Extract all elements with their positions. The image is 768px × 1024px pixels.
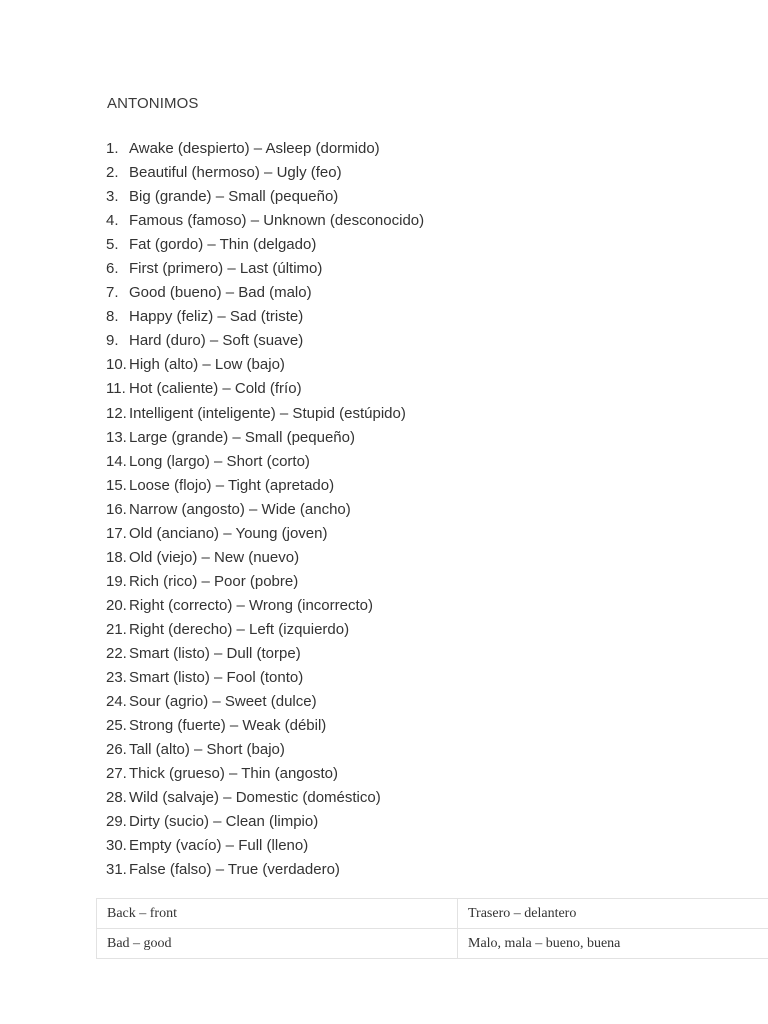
list-item-text: Happy (feliz) – Sad (triste) (129, 308, 304, 326)
list-item-number: 25. (106, 717, 127, 735)
list-item-number: 9. (106, 332, 119, 350)
list-item (106, 426, 424, 450)
list-item (106, 353, 424, 377)
list-item-number: 17. (106, 524, 127, 542)
list-item-text: Thick (grueso) – Thin (angosto) (129, 765, 338, 783)
list-item (106, 209, 424, 233)
antonyms-list (106, 137, 424, 882)
list-item-text: Long (largo) – Short (corto) (129, 452, 310, 470)
list-item-text: High (alto) – Low (bajo) (129, 356, 285, 374)
vocabulary-table (96, 898, 768, 959)
list-item-text: Beautiful (hermoso) – Ugly (feo) (129, 164, 342, 182)
list-item-number: 8. (106, 308, 119, 326)
list-item-text: Hot (caliente) – Cold (frío) (129, 380, 302, 398)
list-item-number: 11. (106, 380, 126, 398)
list-item-number: 1. (106, 140, 119, 157)
list-item-text: Loose (flojo) – Tight (apretado) (129, 476, 335, 494)
list-item (106, 762, 424, 786)
list-item-number: 14. (106, 452, 127, 470)
list-item (106, 450, 424, 474)
list-item (106, 281, 424, 305)
list-item (106, 810, 424, 834)
list-item (106, 137, 424, 161)
list-item-number: 23. (106, 669, 127, 687)
list-item-text: Wild (salvaje) – Domestic (doméstico) (129, 789, 381, 807)
list-item-number: 4. (106, 212, 119, 230)
list-item-text: First (primero) – Last (último) (129, 260, 323, 278)
table-cell-spanish: Trasero – delantero (458, 899, 768, 929)
list-item (106, 474, 424, 498)
list-item-number: 6. (106, 260, 119, 278)
list-item-number: 27. (106, 765, 127, 783)
list-item-text: Good (bueno) – Bad (malo) (129, 284, 312, 302)
list-item-text: Smart (listo) – Fool (tonto) (129, 669, 304, 687)
list-item-text: Big (grande) – Small (pequeño) (129, 188, 339, 206)
list-item (106, 786, 424, 810)
list-item (106, 305, 424, 329)
list-item-number: 28. (106, 789, 127, 807)
list-item-text: Famous (famoso) – Unknown (desconocido) (129, 212, 425, 230)
list-item (106, 377, 424, 401)
list-item-text: Smart (listo) – Dull (torpe) (129, 644, 301, 662)
list-item-number: 10. (106, 356, 127, 374)
list-item (106, 546, 424, 570)
list-item-number: 18. (106, 548, 127, 566)
list-item (106, 570, 424, 594)
list-item-text: Narrow (angosto) – Wide (ancho) (129, 500, 351, 518)
table-cell-spanish: Malo, mala – bueno, buena (458, 929, 768, 959)
list-item-text: Right (derecho) – Left (izquierdo) (129, 620, 350, 638)
list-item (106, 858, 424, 882)
list-item-number: 13. (106, 428, 127, 446)
list-item-number: 20. (106, 596, 127, 614)
list-item-text: Right (correcto) – Wrong (incorrecto) (129, 596, 373, 614)
list-item (106, 594, 424, 618)
list-item-text: Sour (agrio) – Sweet (dulce) (129, 693, 317, 711)
list-item-text: Tall (alto) – Short (bajo) (129, 741, 285, 759)
list-item-text: Rich (rico) – Poor (pobre) (129, 572, 299, 590)
list-item-number: 21. (106, 620, 127, 638)
list-item (106, 233, 424, 257)
list-item (106, 257, 424, 281)
list-item-number: 19. (106, 572, 127, 590)
list-item-text: Strong (fuerte) – Weak (débil) (129, 717, 327, 735)
list-item (106, 834, 424, 858)
list-item (106, 185, 424, 209)
list-item-text: Old (anciano) – Young (joven) (129, 524, 328, 542)
list-item-number: 29. (106, 813, 127, 831)
list-item (106, 618, 424, 642)
page-title: ANTONIMOS (107, 95, 199, 112)
list-item-text: Large (grande) – Small (pequeño) (129, 428, 355, 446)
list-item-number: 12. (106, 404, 127, 422)
list-item (106, 161, 424, 185)
table-cell-english: Bad – good (97, 929, 458, 959)
list-item-text: Hard (duro) – Soft (suave) (129, 332, 304, 350)
list-item-number: 31. (106, 861, 127, 879)
table-cell-english: Back – front (97, 899, 458, 929)
list-item-number: 5. (106, 236, 119, 254)
list-item-number: 7. (106, 284, 119, 302)
list-item (106, 402, 424, 426)
list-item (106, 738, 424, 762)
list-item-number: 15. (106, 476, 127, 494)
list-item-number: 2. (106, 164, 119, 182)
list-item (106, 666, 424, 690)
list-item-text: Intelligent (inteligente) – Stupid (estúpido) (129, 404, 406, 422)
list-item (106, 690, 424, 714)
list-item (106, 329, 424, 353)
list-item-number: 26. (106, 741, 127, 759)
list-item (106, 714, 424, 738)
table-row (97, 929, 768, 959)
list-item-text: Fat (gordo) – Thin (delgado) (129, 236, 317, 254)
list-item-text: False (falso) – True (verdadero) (129, 861, 340, 879)
list-item-number: 3. (106, 188, 119, 206)
list-item-text: Awake (despierto) – Asleep (dormido) (129, 140, 380, 157)
list-item-text: Old (viejo) – New (nuevo) (129, 548, 300, 566)
list-item-number: 24. (106, 693, 127, 711)
list-item (106, 642, 424, 666)
table-row (97, 899, 768, 929)
list-item-number: 30. (106, 837, 127, 855)
list-item-text: Dirty (sucio) – Clean (limpio) (129, 813, 319, 831)
list-item (106, 498, 424, 522)
list-item (106, 522, 424, 546)
list-item-number: 22. (106, 644, 127, 662)
list-item-number: 16. (106, 500, 127, 518)
list-item-text: Empty (vacío) – Full (lleno) (129, 837, 309, 855)
